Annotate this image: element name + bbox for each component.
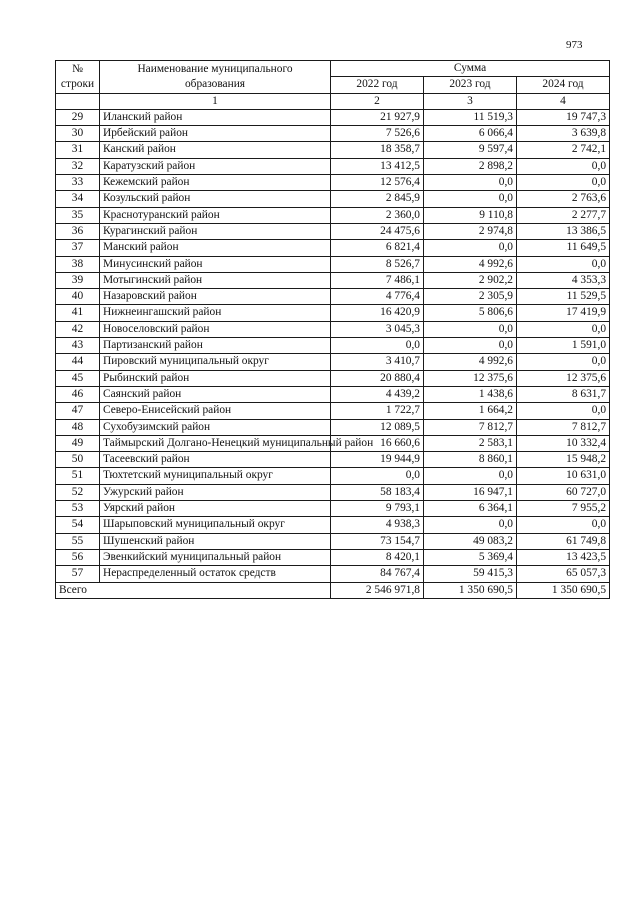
table-row (56, 158, 610, 174)
value-2024: 17 419,9 (517, 305, 610, 321)
municipality-name: Тюхтетский муниципальный округ (100, 468, 331, 484)
table-row (56, 533, 610, 549)
header-year-2024: 2024 год (517, 77, 610, 93)
row-number: 35 (56, 207, 100, 223)
table-row (56, 549, 610, 565)
value-2024: 12 375,6 (517, 370, 610, 386)
municipality-name: Шушенский район (100, 533, 331, 549)
value-2023: 16 947,1 (424, 484, 517, 500)
municipality-name: Кежемский район (100, 175, 331, 191)
row-number: 44 (56, 354, 100, 370)
value-2024: 11 529,5 (517, 289, 610, 305)
header-number-label: строки (60, 77, 95, 90)
row-number: 47 (56, 403, 100, 419)
row-number: 52 (56, 484, 100, 500)
value-2023: 0,0 (424, 240, 517, 256)
value-2023: 1 438,6 (424, 386, 517, 402)
municipality-name: Ирбейский район (100, 126, 331, 142)
value-2022: 19 944,9 (331, 452, 424, 468)
column-index-cell: 3 (424, 93, 517, 109)
table-row (56, 305, 610, 321)
municipality-name: Курагинский район (100, 223, 331, 239)
value-2023: 0,0 (424, 175, 517, 191)
value-2022: 13 412,5 (331, 158, 424, 174)
table-row (56, 126, 610, 142)
value-2023: 1 664,2 (424, 403, 517, 419)
value-2024: 7 812,7 (517, 419, 610, 435)
column-index-cell: 1 (100, 93, 331, 109)
table-row (56, 468, 610, 484)
value-2022: 6 821,4 (331, 240, 424, 256)
municipality-name: Таймырский Долгано-Ненецкий муниципальный район (100, 435, 331, 451)
header-name-line1: Наименование муниципального (137, 62, 293, 75)
value-2022: 3 045,3 (331, 321, 424, 337)
value-2024: 0,0 (517, 175, 610, 191)
header-row-number (56, 61, 100, 94)
row-number: 32 (56, 158, 100, 174)
municipality-name: Мотыгинский район (100, 272, 331, 288)
value-2022: 0,0 (331, 468, 424, 484)
row-number: 57 (56, 566, 100, 582)
municipality-name: Партизанский район (100, 338, 331, 354)
value-2024: 0,0 (517, 321, 610, 337)
municipality-name: Шарыповский муниципальный округ (100, 517, 331, 533)
value-2022: 4 776,4 (331, 289, 424, 305)
value-2024: 2 742,1 (517, 142, 610, 158)
value-2023: 6 364,1 (424, 501, 517, 517)
municipality-name: Козульский район (100, 191, 331, 207)
table-row (56, 370, 610, 386)
value-2023: 49 083,2 (424, 533, 517, 549)
row-number: 56 (56, 549, 100, 565)
value-2022: 58 183,4 (331, 484, 424, 500)
municipality-name: Минусинский район (100, 256, 331, 272)
value-2024: 11 649,5 (517, 240, 610, 256)
value-2023: 2 898,2 (424, 158, 517, 174)
row-number: 42 (56, 321, 100, 337)
table-row (56, 175, 610, 191)
row-number: 51 (56, 468, 100, 484)
table-row (56, 289, 610, 305)
table-row (56, 452, 610, 468)
value-2024: 15 948,2 (517, 452, 610, 468)
table-row (56, 338, 610, 354)
row-number: 33 (56, 175, 100, 191)
header-number-sign: № (72, 62, 83, 75)
value-2023: 2 583,1 (424, 435, 517, 451)
row-number: 55 (56, 533, 100, 549)
value-2024: 13 386,5 (517, 223, 610, 239)
municipality-name: Эвенкийский муниципальный район (100, 549, 331, 565)
table-row (56, 321, 610, 337)
value-2022: 73 154,7 (331, 533, 424, 549)
value-2024: 10 631,0 (517, 468, 610, 484)
value-2022: 0,0 (331, 338, 424, 354)
value-2024: 0,0 (517, 158, 610, 174)
total-row (56, 582, 610, 598)
total-2024: 1 350 690,5 (517, 582, 610, 598)
table-row (56, 240, 610, 256)
municipality-name: Каратузский район (100, 158, 331, 174)
table-row (56, 272, 610, 288)
column-index-cell (56, 93, 100, 109)
value-2022: 16 420,9 (331, 305, 424, 321)
column-index-row (56, 93, 610, 109)
municipality-name: Нижнеингашский район (100, 305, 331, 321)
row-number: 36 (56, 223, 100, 239)
value-2022: 8 526,7 (331, 256, 424, 272)
table-row (56, 403, 610, 419)
value-2024: 0,0 (517, 256, 610, 272)
table-row (56, 419, 610, 435)
value-2022: 7 486,1 (331, 272, 424, 288)
municipality-name: Иланский район (100, 109, 331, 125)
value-2022: 4 439,2 (331, 386, 424, 402)
header-year-2022: 2022 год (331, 77, 424, 93)
value-2023: 0,0 (424, 468, 517, 484)
municipality-name: Новоселовский район (100, 321, 331, 337)
row-number: 38 (56, 256, 100, 272)
municipality-name: Ужурский район (100, 484, 331, 500)
total-2022: 2 546 971,8 (331, 582, 424, 598)
row-number: 48 (56, 419, 100, 435)
row-number: 54 (56, 517, 100, 533)
value-2023: 11 519,3 (424, 109, 517, 125)
value-2023: 7 812,7 (424, 419, 517, 435)
value-2022: 12 089,5 (331, 419, 424, 435)
row-number: 49 (56, 435, 100, 451)
value-2023: 5 369,4 (424, 549, 517, 565)
total-label: Всего (56, 582, 331, 598)
value-2022: 1 722,7 (331, 403, 424, 419)
table-row (56, 435, 610, 451)
table-row (56, 256, 610, 272)
value-2023: 2 974,8 (424, 223, 517, 239)
value-2022: 7 526,6 (331, 126, 424, 142)
table-row (56, 566, 610, 582)
table-row (56, 191, 610, 207)
municipality-name: Саянский район (100, 386, 331, 402)
row-number: 30 (56, 126, 100, 142)
subsidy-table (55, 60, 610, 599)
value-2024: 10 332,4 (517, 435, 610, 451)
value-2024: 2 277,7 (517, 207, 610, 223)
row-number: 43 (56, 338, 100, 354)
value-2022: 2 845,9 (331, 191, 424, 207)
value-2022: 2 360,0 (331, 207, 424, 223)
table-row (56, 354, 610, 370)
value-2024: 3 639,8 (517, 126, 610, 142)
municipality-name: Пировский муниципальный округ (100, 354, 331, 370)
table-row (56, 207, 610, 223)
row-number: 31 (56, 142, 100, 158)
row-number: 50 (56, 452, 100, 468)
value-2022: 4 938,3 (331, 517, 424, 533)
header-sum: Сумма (331, 61, 610, 77)
row-number: 46 (56, 386, 100, 402)
row-number: 34 (56, 191, 100, 207)
row-number: 53 (56, 501, 100, 517)
value-2022: 20 880,4 (331, 370, 424, 386)
value-2024: 13 423,5 (517, 549, 610, 565)
table-row (56, 223, 610, 239)
value-2023: 9 110,8 (424, 207, 517, 223)
value-2022: 18 358,7 (331, 142, 424, 158)
value-2024: 0,0 (517, 403, 610, 419)
value-2023: 12 375,6 (424, 370, 517, 386)
value-2022: 21 927,9 (331, 109, 424, 125)
value-2024: 0,0 (517, 354, 610, 370)
value-2024: 65 057,3 (517, 566, 610, 582)
row-number: 37 (56, 240, 100, 256)
municipality-name: Уярский район (100, 501, 331, 517)
value-2024: 60 727,0 (517, 484, 610, 500)
value-2022: 3 410,7 (331, 354, 424, 370)
row-number: 41 (56, 305, 100, 321)
header-name-line2: образования (184, 77, 246, 90)
municipality-name: Северо-Енисейский район (100, 403, 331, 419)
table-row (56, 142, 610, 158)
municipality-name: Манский район (100, 240, 331, 256)
table-row (56, 501, 610, 517)
value-2023: 4 992,6 (424, 354, 517, 370)
table-body (56, 109, 610, 582)
value-2022: 16 660,6 (331, 435, 424, 451)
municipality-name: Нераспределенный остаток средств (100, 566, 331, 582)
table-row (56, 109, 610, 125)
value-2022: 8 420,1 (331, 549, 424, 565)
value-2024: 8 631,7 (517, 386, 610, 402)
row-number: 29 (56, 109, 100, 125)
value-2023: 5 806,6 (424, 305, 517, 321)
table-row (56, 484, 610, 500)
value-2024: 2 763,6 (517, 191, 610, 207)
header-municipality (100, 61, 331, 94)
value-2023: 0,0 (424, 321, 517, 337)
municipality-name: Краснотуранский район (100, 207, 331, 223)
value-2024: 4 353,3 (517, 272, 610, 288)
municipality-name: Сухобузимский район (100, 419, 331, 435)
value-2023: 4 992,6 (424, 256, 517, 272)
value-2023: 8 860,1 (424, 452, 517, 468)
value-2023: 0,0 (424, 517, 517, 533)
column-index-cell: 4 (517, 93, 610, 109)
table-row (56, 386, 610, 402)
value-2024: 7 955,2 (517, 501, 610, 517)
header-row-1 (56, 61, 610, 77)
value-2023: 6 066,4 (424, 126, 517, 142)
column-index-cell: 2 (331, 93, 424, 109)
value-2024: 0,0 (517, 517, 610, 533)
total-2023: 1 350 690,5 (424, 582, 517, 598)
value-2023: 0,0 (424, 338, 517, 354)
value-2022: 9 793,1 (331, 501, 424, 517)
header-year-2023: 2023 год (424, 77, 517, 93)
page-number: 973 (566, 39, 583, 51)
municipality-name: Назаровский район (100, 289, 331, 305)
value-2023: 2 305,9 (424, 289, 517, 305)
value-2024: 1 591,0 (517, 338, 610, 354)
table-row (56, 517, 610, 533)
value-2023: 9 597,4 (424, 142, 517, 158)
value-2024: 61 749,8 (517, 533, 610, 549)
value-2022: 24 475,6 (331, 223, 424, 239)
row-number: 39 (56, 272, 100, 288)
municipality-name: Рыбинский район (100, 370, 331, 386)
row-number: 40 (56, 289, 100, 305)
value-2023: 2 902,2 (424, 272, 517, 288)
value-2022: 12 576,4 (331, 175, 424, 191)
value-2024: 19 747,3 (517, 109, 610, 125)
value-2023: 59 415,3 (424, 566, 517, 582)
municipality-name: Тасеевский район (100, 452, 331, 468)
value-2022: 84 767,4 (331, 566, 424, 582)
row-number: 45 (56, 370, 100, 386)
value-2023: 0,0 (424, 191, 517, 207)
municipality-name: Канский район (100, 142, 331, 158)
